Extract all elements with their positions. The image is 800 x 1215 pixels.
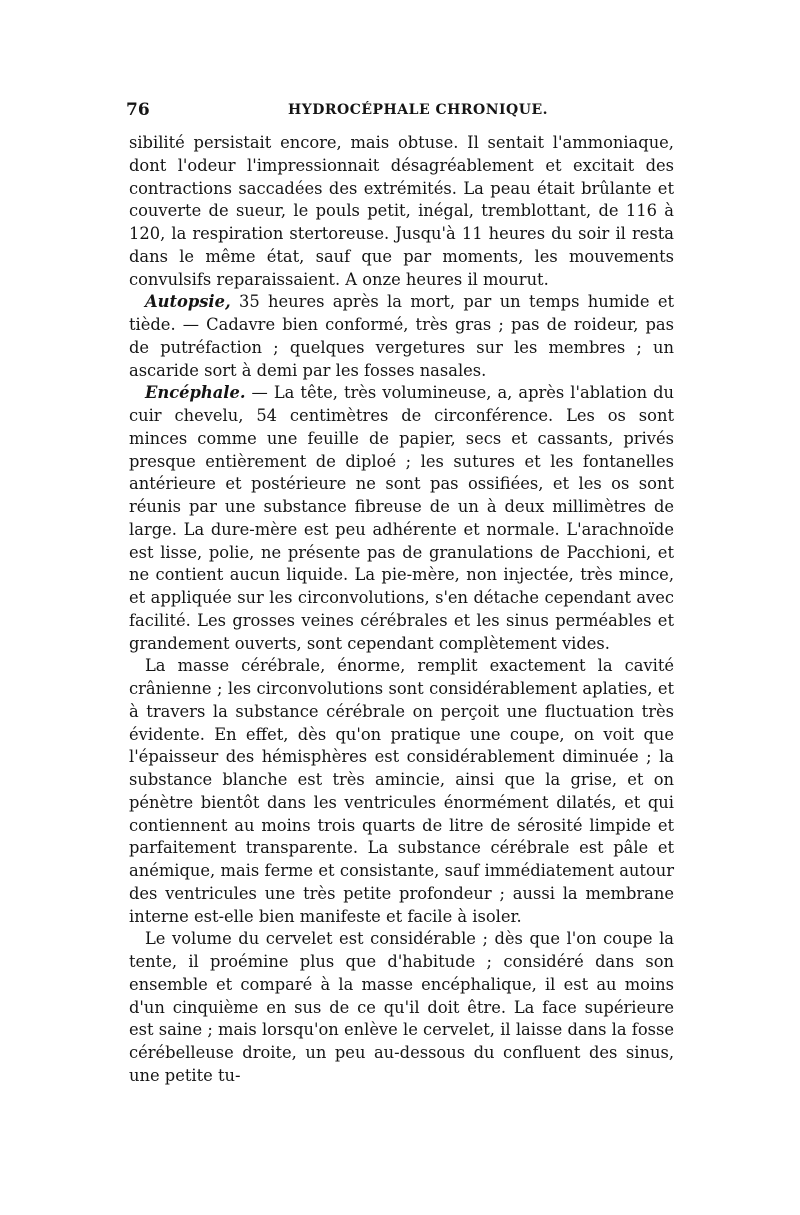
paragraph-encephale-lead: Encéphale. — [145, 383, 246, 403]
paragraph-1 — [129, 132, 674, 291]
paragraph-1-text: sibilité persistait encore, mais obtuse. Il sentait l'ammoniaque, dont l'odeur l'impressionnait désagréablement et excitait des contractions saccadées des extrémités. La peau était brûlante et couverte de sueur, le pouls petit, inégal, tremblottant, de 116 à 120, la respiration stertoreuse. Jusqu'à 11 heures du soir il resta dans le même état, sauf que par moments, les mouvements convulsifs reparaissaient. A onze heures il mourut. — [129, 133, 674, 289]
paragraph-encephale — [129, 382, 674, 655]
paragraph-cervelet — [129, 928, 674, 1087]
paragraph-autopsie-lead: Autopsie, — [145, 292, 231, 312]
paragraph-autopsie — [129, 291, 674, 382]
page-header — [126, 100, 674, 122]
paragraph-encephale-text: — La tête, très volumineuse, a, après l'ablation du cuir chevelu, 54 centimètres de circonférence. Les os sont minces comme une feuille de papier, secs et cassants, privés presque entièrement de diploé ; les sutures et les fontanelles antérieure et postérieure ne sont pas ossifiées, et les os sont réunis par une substance fibreuse de un à deux millimètres de large. La dure-mère est peu adhérente et normale. L'arachnoïde est lisse, polie, ne présente pas de granulations de Pacchioni, et ne contient aucun liquide. La pie-mère, non injectée, très mince, et appliquée sur les circonvolutions, s'en détache cependant avec facilité. Les grosses veines cérébrales et les sinus perméables et grandement ouverts, sont cependant complètement vides. — [129, 383, 674, 653]
paragraph-masse-cerebrale-text: La masse cérébrale, énorme, remplit exactement la cavité crânienne ; les circonvolutions sont considérablement aplaties, et à travers la substance cérébrale on perçoit une fluctuation très évidente. En effet, dès qu'on pratique une coupe, on voit que l'épaisseur des hémisphères est considérablement diminuée ; la substance blanche est très amincie, ainsi que la grise, et on pénètre bientôt dans les ventricules énormément dilatés, et qui contiennent au moins trois quarts de litre de sérosité limpide et parfaitement transparente. La substance cérébrale est pâle et anémique, mais ferme et consistante, sauf immédiatement autour des ventricules une très petite profondeur ; aussi la membrane interne est-elle bien manifeste et facile à isoler. — [129, 656, 674, 926]
paragraph-cervelet-text: Le volume du cervelet est considérable ; dès que l'on coupe la tente, il proémine plus que d'habitude ; considéré dans son ensemble et comparé à la masse encéphalique, il est au moins d'un cinquième en sus de ce qu'il doit être. La face supérieure est saine ; mais lorsqu'on enlève le cervelet, il laisse dans la fosse cérébelleuse droite, un peu au-dessous du confluent des sinus, une petite tu- — [129, 929, 674, 1085]
body-text — [129, 132, 674, 1088]
running-title: HYDROCÉPHALE CHRONIQUE. — [288, 102, 549, 118]
paragraph-masse-cerebrale — [129, 655, 674, 928]
paragraph-autopsie-text: 35 heures après la mort, par un temps humide et tiède. — Cadavre bien conformé, très gras ; pas de roideur, pas de putréfaction ; quelques vergetures sur les membres ; un ascaride sort à demi par les fosses nasales. — [129, 292, 674, 380]
page-number: 76 — [126, 100, 150, 120]
